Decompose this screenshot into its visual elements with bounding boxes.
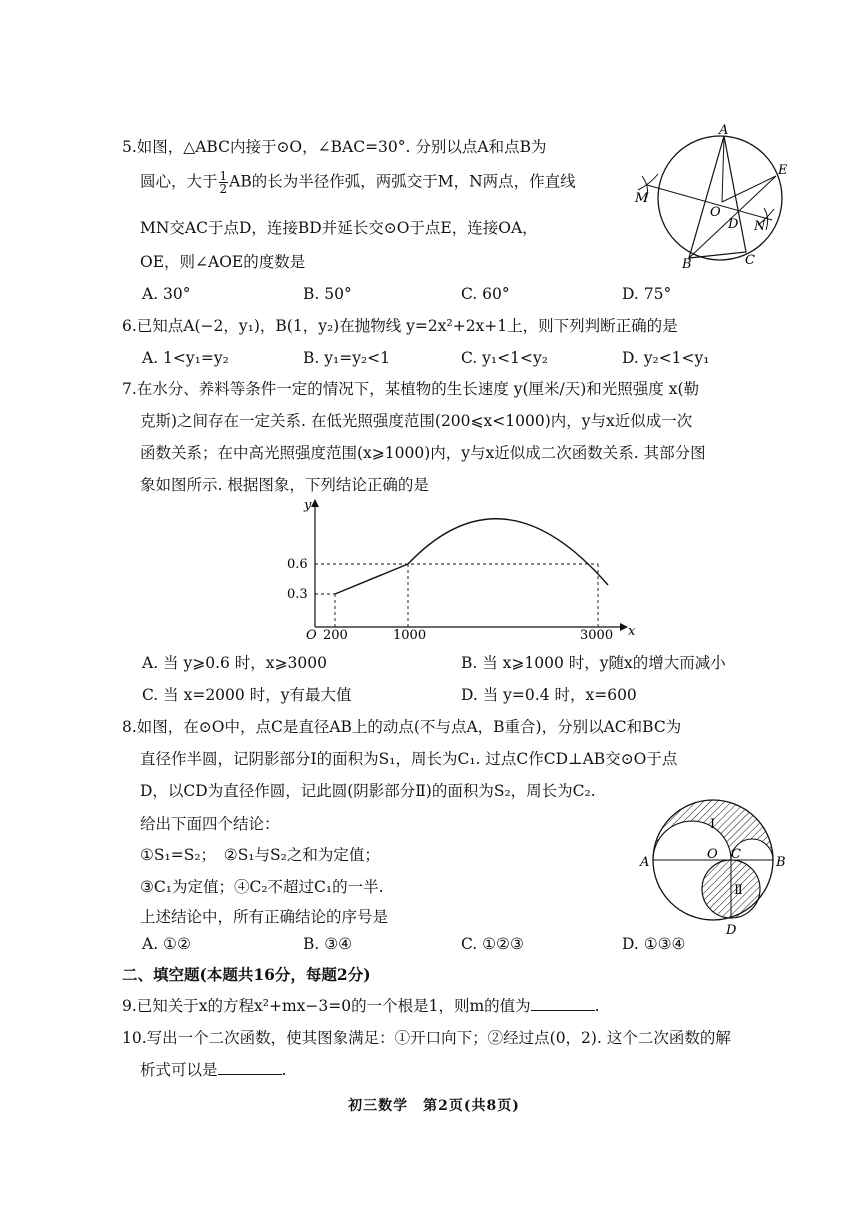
q5-line1: 5.如图，△ABC内接于⊙O，∠BAC=30°. 分别以点A和点B为 [122, 138, 547, 156]
q10-end: . [281, 1061, 287, 1079]
page-footer: 初三数学 第2页(共8页) [348, 1098, 520, 1114]
q8-option-b: B. ③④ [303, 935, 353, 953]
q7-origin: O [306, 628, 317, 643]
q5-label-m: M [635, 191, 649, 206]
q10-answer-blank[interactable] [218, 1060, 282, 1075]
q7-option-a: A. 当 y⩾0.6 时，x⩾3000 [142, 654, 327, 672]
q7-line4: 象如图所示. 根据图象，下列结论正确的是 [140, 476, 429, 494]
q10-text: 析式可以是 [140, 1061, 218, 1079]
q7-axis-x: x [628, 624, 636, 639]
q8-label-region-i: Ⅰ [710, 817, 716, 832]
q8-label-b: B [776, 855, 786, 870]
q5-label-d: D [728, 217, 739, 232]
q7-option-c: C. 当 x=2000 时，y有最大值 [142, 686, 352, 704]
q5-fraction [219, 170, 229, 195]
q7-axis-y: y [304, 498, 312, 513]
q10-line1: 10.写出一个二次函数，使其图象满足：①开口向下；②经过点(0，2). 这个二次函数的解 [122, 1029, 731, 1047]
q8-line4: 给出下面四个结论： [140, 815, 280, 833]
section2-title: 二、填空题(本题共16分，每题2分) [122, 965, 371, 984]
q5-label-e: E [778, 163, 788, 178]
q5-circle-figure [632, 123, 792, 272]
q5-option-c: C. 60° [461, 285, 510, 303]
q6-option-d: D. y₂<1<y₁ [622, 349, 710, 367]
q8-label-d: D [726, 923, 737, 938]
q8-option-c: C. ①②③ [461, 935, 524, 953]
q5-label-a: A [719, 123, 729, 138]
q7-line2: 克斯)之间存在一定关系. 在低光照强度范围(200⩽x<1000)内，y与x近似成一次 [140, 412, 693, 430]
q7-tick-3000: 3000 [580, 628, 614, 643]
q5-line2-pre: 圆心，大于 [140, 172, 218, 191]
q5-option-b: B. 50° [303, 285, 352, 303]
q7-graph [287, 495, 640, 645]
q6-option-a: A. 1<y₁=y₂ [142, 349, 229, 367]
q5-label-n: N [754, 219, 766, 234]
q8-line6: ③C₁为定值；④C₂不超过C₁的一半. [140, 878, 384, 896]
q8-line7: 上述结论中，所有正确结论的序号是 [140, 908, 389, 926]
q9-line1 [122, 996, 600, 1016]
q8-line2: 直径作半圆，记阴影部分Ⅰ的面积为S₁，周长为C₁. 过点C作CD⊥AB交⊙O于点 [140, 750, 678, 768]
q5-label-c: C [745, 253, 755, 268]
q5-option-d: D. 75° [622, 285, 672, 303]
q7-line3: 函数关系；在中高光照强度范围(x⩾1000)内，y与x近似成二次函数关系. 其部分图 [140, 444, 706, 462]
q5-line2-post: AB的长为半径作弧，两弧交于M，N两点，作直线 [229, 172, 576, 191]
q8-label-a: A [640, 855, 650, 870]
q5-line3: MN交AC于点D，连接BD并延长交⊙O于点E，连接OA， [140, 219, 538, 237]
q8-option-a: A. ①② [142, 935, 191, 953]
q7-option-d: D. 当 y=0.4 时，x=600 [461, 686, 637, 704]
q5-option-a: A. 30° [142, 285, 191, 303]
q8-line5: ①S₁=S₂； ②S₁与S₂之和为定值； [140, 846, 380, 864]
q7-line1: 7.在水分、养料等条件一定的情况下，某植物的生长速度 y(厘米/天)和光照强度 x(勒 [122, 380, 700, 398]
q7-tick-03: 0.3 [287, 587, 308, 602]
q5-line4: OE，则∠AOE的度数是 [140, 253, 306, 271]
q8-line1: 8.如图，在⊙O中，点C是直径AB上的动点(不与点A，B重合)，分别以AC和BC为 [122, 718, 682, 736]
q8-option-d: D. ①③④ [622, 935, 686, 953]
q8-line3: D，以CD为直径作圆，记此圆(阴影部分Ⅱ)的面积为S₂，周长为C₂. [140, 782, 596, 800]
q5-frac-den: 2 [219, 182, 228, 196]
q9-end: . [594, 997, 600, 1015]
q8-label-o: O [707, 847, 718, 862]
q9-text: 9.已知关于x的方程x²+mx−3=0的一个根是1，则m的值为 [122, 997, 531, 1015]
q8-label-c: C [731, 847, 741, 862]
q7-tick-200: 200 [323, 628, 348, 643]
q6-line1: 6.已知点A(−2，y₁)，B(1，y₂)在抛物线 y=2x²+2x+1上，则下列判断正确的是 [122, 317, 678, 335]
q5-label-b: B [682, 257, 692, 272]
q5-frac-num: 1 [219, 169, 228, 183]
q6-option-b: B. y₁=y₂<1 [303, 349, 391, 367]
q5-label-o: O [710, 205, 721, 220]
q6-option-c: C. y₁<1<y₂ [461, 349, 548, 367]
q10-line2 [140, 1060, 286, 1080]
q7-option-b: B. 当 x⩾1000 时，y随x的增大而减小 [461, 654, 726, 672]
q7-tick-06: 0.6 [287, 557, 308, 572]
q9-answer-blank[interactable] [531, 996, 595, 1011]
q8-circle-figure [640, 808, 790, 938]
q7-tick-1000: 1000 [393, 628, 427, 643]
q5-line2 [140, 170, 576, 195]
q8-label-region-ii: Ⅱ [734, 883, 743, 898]
